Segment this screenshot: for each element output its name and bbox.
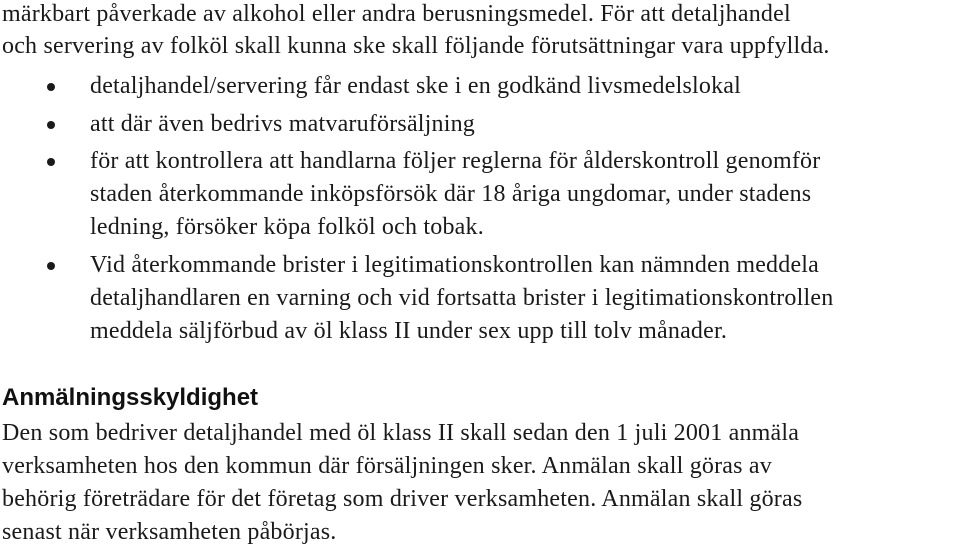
section-heading: Anmälningsskyldighet [2, 384, 259, 411]
bullet-icon [47, 83, 55, 91]
condition-line: för att kontrollera att handlarna följer reglerna för ålderskontroll genomför [90, 148, 821, 174]
condition-line: staden återkommande inköpsförsök där 18 åriga ungdomar, under stadens [90, 181, 812, 207]
bullet-icon [47, 262, 55, 270]
intro-line: märkbart påverkade av alkohol eller andra berusningsmedel. För att detaljhandel [2, 1, 791, 27]
condition-line: Vid återkommande brister i legitimationskontrollen kan nämnden meddela [90, 252, 820, 278]
condition-line: detaljhandlaren en varning och vid fortsatta brister i legitimationskontrollen [90, 285, 834, 311]
intro-line: och servering av folköl skall kunna ske skall följande förutsättningar vara uppfyllda. [2, 33, 830, 59]
condition-line: detaljhandel/servering får endast ske i en godkänd livsmedelslokal [90, 73, 742, 99]
condition-line: meddela säljförbud av öl klass II under sex upp till tolv månader. [90, 318, 728, 344]
condition-line: att där även bedrivs matvaruförsäljning [90, 111, 476, 137]
section-line: behörig företrädare för det företag som driver verksamheten. Anmälan skall göras [2, 486, 803, 512]
condition-line: ledning, försöker köpa folköl och tobak. [90, 214, 484, 240]
section-line: Den som bedriver detaljhandel med öl klass II skall sedan den 1 juli 2001 anmäla [2, 420, 800, 446]
bullet-icon [47, 158, 55, 166]
section-line: verksamheten hos den kommun där försäljningen sker. Anmälan skall göras av [2, 453, 772, 479]
bullet-icon [47, 121, 55, 129]
section-line: senast när verksamheten påbörjas. [2, 519, 337, 545]
